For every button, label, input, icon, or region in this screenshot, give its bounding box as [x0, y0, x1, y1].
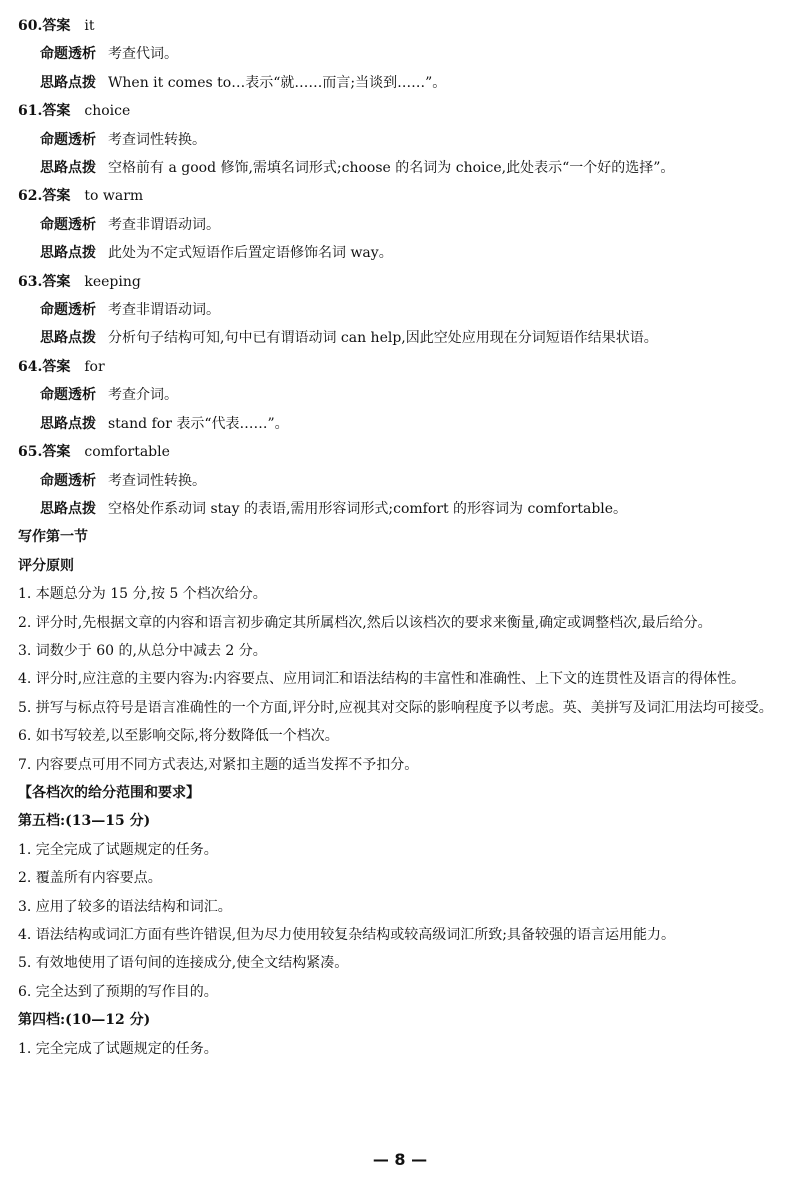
hint-text: 空格处作系动词 stay 的表语,需用形容词形式;comfort 的形容词为 comfortable。: [108, 500, 628, 517]
question-number: 64.: [18, 358, 43, 375]
principle-item: 3. 词数少于 60 的,从总分中减去 2 分。: [18, 642, 267, 659]
analysis-text: 考查介词。: [108, 387, 178, 404]
answer-line: [18, 438, 784, 466]
answer-block-61: [18, 97, 784, 182]
analysis-line: [18, 296, 784, 324]
hint-line: [18, 239, 784, 267]
levels-title: 【各档次的给分范围和要求】: [18, 784, 200, 801]
question-number: 65.: [18, 444, 43, 461]
document-content: [18, 12, 784, 1063]
level4-title: 第四档:(10—12 分): [18, 1012, 151, 1029]
level5-item: 1. 完全完成了试题规定的任务。: [18, 841, 218, 858]
analysis-line: [18, 126, 784, 154]
analysis-label: 命题透析: [40, 216, 96, 233]
answer-value: comfortable: [84, 444, 170, 461]
answer-label: 答案: [42, 358, 71, 375]
section-title: 写作第一节: [18, 529, 88, 546]
answer-line: [18, 182, 784, 210]
question-number: 63.: [18, 273, 43, 290]
level5-item: 6. 完全达到了预期的写作目的。: [18, 983, 218, 1000]
principle-item: 2. 评分时,先根据文章的内容和语言初步确定其所属档次,然后以该档次的要求来衡量,确定或调整档次,最后给分。: [18, 614, 712, 631]
analysis-line: [18, 40, 784, 68]
analysis-line: [18, 467, 784, 495]
analysis-text: 考查词性转换。: [108, 131, 206, 148]
analysis-line: [18, 381, 784, 409]
analysis-label: 命题透析: [40, 472, 96, 489]
hint-label: 思路点拨: [40, 245, 96, 262]
hint-label: 思路点拨: [40, 160, 96, 177]
answer-value: to warm: [84, 188, 144, 205]
hint-line: [18, 154, 784, 182]
analysis-line: [18, 211, 784, 239]
level4-item: 1. 完全完成了试题规定的任务。: [18, 1040, 218, 1057]
question-number: 61.: [18, 103, 43, 120]
hint-label: 思路点拨: [40, 74, 96, 91]
page-number: — 8 —: [372, 1150, 428, 1169]
hint-label: 思路点拨: [40, 415, 96, 432]
answer-value: keeping: [84, 273, 141, 290]
answer-line: [18, 353, 784, 381]
answer-line: [18, 268, 784, 296]
question-number: 62.: [18, 188, 43, 205]
analysis-text: 考查词性转换。: [108, 472, 206, 489]
analysis-label: 命题透析: [40, 46, 96, 63]
level5-item: 4. 语法结构或词汇方面有些许错误,但为尽力使用较复杂结构或较高级词汇所致;具备较强的语言运用能力。: [18, 927, 675, 943]
principle-item: 5. 拼写与标点符号是语言准确性的一个方面,评分时,应视其对交际的影响程度予以考虑。英、美拼写及词汇用法均可接受。: [18, 699, 773, 716]
hint-text: 空格前有 a good 修饰,需填名词形式;choose 的名词为 choice,此处表示“一个好的选择”。: [108, 160, 675, 177]
level5-item: 2. 覆盖所有内容要点。: [18, 870, 162, 887]
answer-line: [18, 97, 784, 125]
answer-block-63: [18, 268, 784, 353]
answer-block-62: [18, 182, 784, 267]
answer-label: 答案: [42, 103, 71, 120]
level5-title: 第五档:(13—15 分): [18, 813, 151, 830]
hint-text: 此处为不定式短语作后置定语修饰名词 way。: [108, 245, 393, 262]
analysis-text: 考查代词。: [108, 46, 178, 63]
answer-line: [18, 12, 784, 40]
analysis-label: 命题透析: [40, 387, 96, 404]
analysis-text: 考查非谓语动词。: [108, 216, 220, 233]
level5-item: 3. 应用了较多的语法结构和词汇。: [18, 898, 232, 915]
hint-text: stand for 表示“代表……”。: [108, 415, 289, 432]
question-number: 60.: [18, 18, 43, 34]
principle-item: 4. 评分时,应注意的主要内容为:内容要点、应用词汇和语法结构的丰富性和准确性、上下文的连贯性及语言的得体性。: [18, 671, 745, 688]
answer-value: choice: [84, 103, 131, 120]
analysis-text: 考查非谓语动词。: [108, 302, 220, 319]
principle-item: 7. 内容要点可用不同方式表达,对紧扣主题的适当发挥不予扣分。: [18, 756, 419, 773]
answer-value: it: [84, 18, 95, 34]
principle-item: 6. 如书写较差,以至影响交际,将分数降低一个档次。: [18, 728, 339, 745]
principle-item: 1. 本题总分为 15 分,按 5 个档次给分。: [18, 586, 267, 603]
answer-label: 答案: [42, 444, 71, 461]
answer-block-65: [18, 438, 784, 523]
hint-line: [18, 324, 784, 352]
answer-block-64: [18, 353, 784, 438]
hint-text: When it comes to…表示“就……而言;当谈到……”。: [108, 74, 447, 91]
hint-label: 思路点拨: [40, 330, 96, 347]
principles-title: 评分原则: [18, 557, 74, 574]
hint-line: [18, 410, 784, 438]
analysis-label: 命题透析: [40, 302, 96, 319]
level5-item: 5. 有效地使用了语句间的连接成分,使全文结构紧凑。: [18, 955, 349, 972]
answer-value: for: [84, 358, 105, 375]
hint-text: 分析句子结构可知,句中已有谓语动词 can help,因此空处应用现在分词短语作结果状语。: [108, 330, 658, 347]
hint-label: 思路点拨: [40, 500, 96, 517]
answer-label: 答案: [42, 18, 71, 34]
answer-block-60: [18, 12, 784, 97]
answer-label: 答案: [42, 188, 71, 205]
answer-label: 答案: [42, 273, 71, 290]
hint-line: [18, 69, 784, 97]
hint-line: [18, 495, 784, 523]
analysis-label: 命题透析: [40, 131, 96, 148]
